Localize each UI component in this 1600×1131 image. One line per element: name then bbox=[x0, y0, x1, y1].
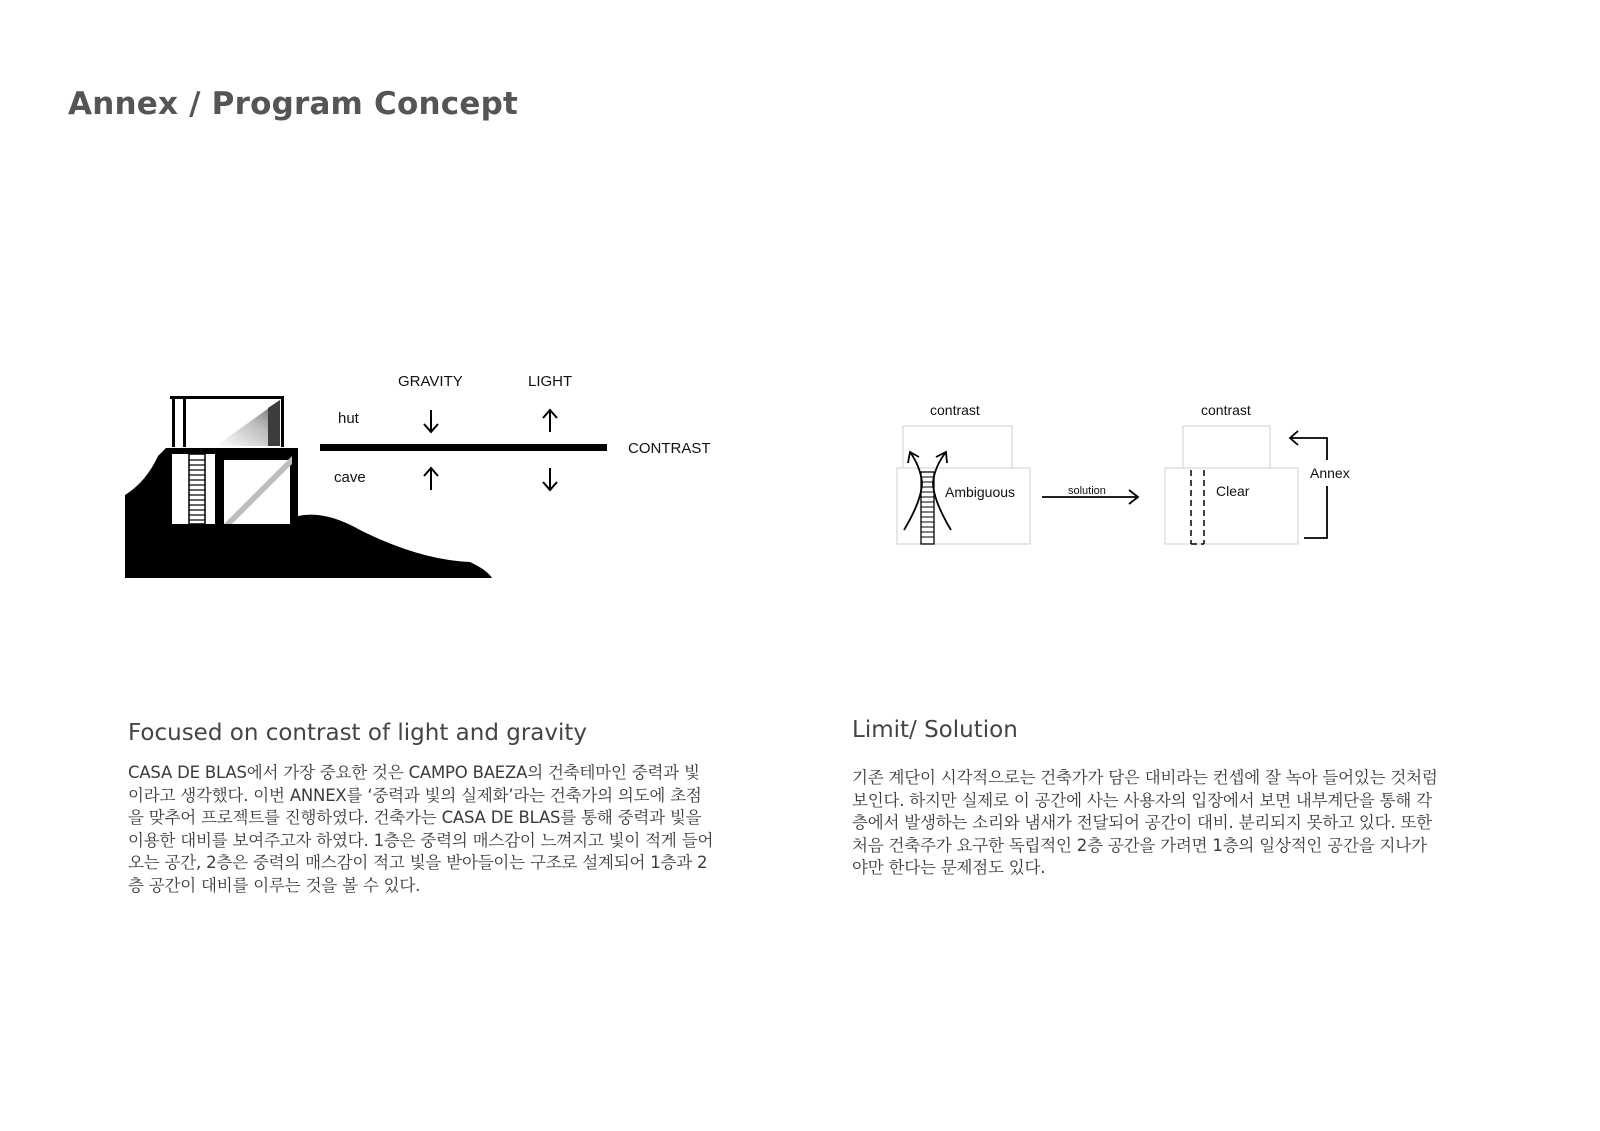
contrast-bar bbox=[320, 444, 607, 451]
body-line: 층에서 발생하는 소리와 냄새가 전달되어 공간이 대비. 분리되지 못하고 있다. 또한 bbox=[852, 813, 1432, 832]
gravity-up-arrow bbox=[424, 468, 438, 490]
body-line: 처음 건축주가 요구한 독립적인 2층 공간을 가려면 1층의 일상적인 공간을 지나가 bbox=[852, 835, 1427, 855]
body-line: 이용한 대비를 보여주고자 하였다. 1층은 중력의 매스감이 느껴지고 빛이 적게 들어 bbox=[128, 830, 714, 850]
ambiguous-label: Ambiguous bbox=[945, 484, 1016, 500]
body-line: 보인다. 하지만 실제로 이 공간에 사는 사용자의 입장에서 보면 내부계단을 통해 각 bbox=[852, 790, 1432, 810]
casa-de-blas-section-drawing bbox=[125, 396, 492, 578]
light-up-arrow bbox=[543, 410, 557, 432]
contrast-label: CONTRAST bbox=[628, 440, 711, 457]
body-line: 기존 계단이 시각적으로는 건축가가 담은 대비라는 컨셉에 잘 녹아 들어있는 것처럼 bbox=[852, 768, 1438, 787]
after-contrast-label: contrast bbox=[1201, 402, 1251, 418]
body-line: 을 맞추어 프로젝트를 진행하였다. 건축가는 CASA DE BLAS를 통해 중력과 빛을 bbox=[128, 808, 702, 827]
annex-label: Annex bbox=[1310, 465, 1350, 481]
body-line: 층 공간이 대비를 이루는 것을 볼 수 있다. bbox=[128, 875, 421, 895]
gravity-label: GRAVITY bbox=[398, 373, 463, 390]
body-line: 오는 공간, 2층은 중력의 매스감이 적고 빛을 받아들이는 구조로 설계되어 1층과 2 bbox=[128, 853, 708, 872]
right-section-body bbox=[852, 767, 1452, 880]
limit-solution-diagram bbox=[900, 400, 1400, 560]
right-section-heading: Limit/ Solution bbox=[852, 717, 1018, 743]
stair-icon bbox=[921, 472, 934, 544]
solution-label: solution bbox=[1068, 485, 1106, 497]
gravity-light-diagram bbox=[120, 360, 740, 600]
before-contrast-label: contrast bbox=[930, 402, 980, 418]
clear-label: Clear bbox=[1216, 483, 1250, 499]
left-section-body bbox=[128, 762, 728, 897]
left-section-heading: Focused on contrast of light and gravity bbox=[128, 720, 588, 746]
light-down-arrow bbox=[543, 468, 557, 490]
body-line: 야만 한다는 문제점도 있다. bbox=[852, 858, 1046, 877]
hut-label: hut bbox=[338, 410, 359, 427]
body-line: 이라고 생각했다. 이번 ANNEX를 ‘중력과 빛의 실제화’라는 건축가의 의도에 초점 bbox=[128, 785, 702, 805]
gravity-down-arrow bbox=[424, 410, 438, 432]
body-line: CASA DE BLAS에서 가장 중요한 것은 CAMPO BAEZA의 건축테마인 중력과 빛 bbox=[128, 763, 700, 782]
cave-label: cave bbox=[334, 469, 366, 486]
page-title: Annex / Program Concept bbox=[68, 86, 518, 122]
light-label: LIGHT bbox=[528, 373, 573, 390]
